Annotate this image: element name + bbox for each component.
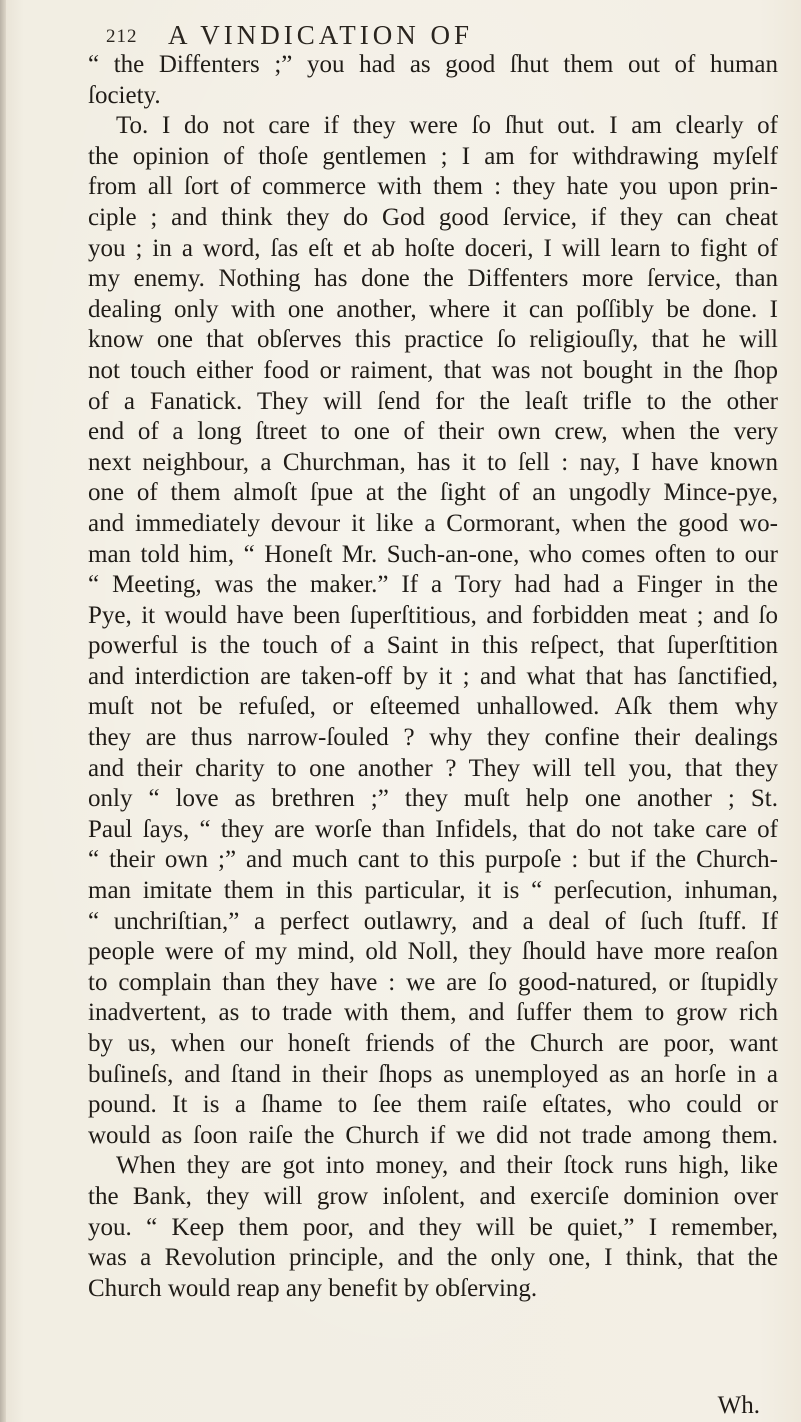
text-line: by us, when our honeſt friends of the Church are poor, want	[88, 1030, 778, 1057]
text-line: and interdiction are taken-off by it ; and what that has ſanctified,	[88, 662, 778, 690]
text-line: they are thus narrow-ſouled ? why they confine their dealings	[88, 724, 778, 752]
text-line: Paul ſays, “ they are worſe than Infidels, that do not take care of	[88, 815, 778, 843]
text-line: of a Fanatick. They will ſend for the leaſt trifle to the other	[88, 387, 778, 415]
text-line: and immediately devour it like a Cormorant, when the good wo-	[88, 509, 778, 537]
text-line: ſociety.	[88, 81, 161, 109]
text-line: you. “ Keep them poor, and they will be quiet,” I remember,	[88, 1213, 778, 1241]
text-line: buſineſs, and ſtand in their ſhops as unemployed as an horſe in a	[88, 1060, 778, 1088]
text-line: my enemy. Nothing has done the Diffenters more ſervice, than	[88, 265, 778, 293]
text-line: end of a long ſtreet to one of their own crew, when the very	[88, 418, 778, 446]
text-line: was a Revolution principle, and the only one, I think, that the	[88, 1244, 778, 1272]
text-line: the Bank, they will grow inſolent, and exerciſe dominion over	[88, 1182, 778, 1210]
text-line: next neighbour, a Churchman, has it to ſell : nay, I have known	[88, 448, 778, 476]
catchword: Wh.	[717, 1392, 760, 1419]
text-line: “ unchriſtian,” a perfect outlawry, and a deal of ſuch ſtuff. If	[88, 907, 778, 935]
text-line: powerful is the touch of a Saint in this reſpect, that ſuperſtition	[88, 632, 778, 660]
text-line: and their charity to one another ? They will tell you, that they	[88, 754, 778, 782]
text-line: man imitate them in this particular, it is “ perſecution, inhuman,	[88, 877, 778, 905]
running-title: A VINDICATION OF	[168, 20, 474, 50]
text-line: muſt not be refuſed, or eſteemed unhallowed. Aſk them why	[88, 693, 778, 721]
text-line: “ their own ;” and much cant to this purpoſe : but if the Church-	[88, 846, 778, 874]
text-line: inadvertent, as to trade with them, and ſuffer them to grow rich	[88, 999, 778, 1027]
text-line: to complain than they have : we are ſo good-natured, or ſtupidly	[88, 968, 778, 996]
page-number: 212	[106, 26, 138, 47]
page-header	[106, 18, 706, 52]
text-line: man told him, “ Honeſt Mr. Such-an-one, who comes often to our	[88, 540, 778, 568]
text-line: the opinion of thoſe gentlemen ; I am for withdrawing myſelf	[88, 142, 778, 170]
text-line: from all ſort of commerce with them : they hate you upon prin-	[88, 173, 778, 201]
text-line: know one that obſerves this practice ſo religiouſly, that he will	[88, 326, 778, 354]
body-text	[88, 50, 778, 1420]
text-line: one of them almoſt ſpue at the ſight of an ungodly Mince-pye,	[88, 479, 778, 507]
text-line: pound. It is a ſhame to ſee them raiſe eſtates, who could or	[88, 1091, 778, 1119]
text-line: not touch either food or raiment, that was not bought in the ſhop	[88, 356, 778, 384]
text-line: you ; in a word, ſas eſt et ab hoſte doceri, I will learn to fight of	[88, 234, 778, 262]
text-line: Pye, it would have been ſuperſtitious, and forbidden meat ; and ſo	[88, 601, 778, 629]
text-line: “ the Diffenters ;” you had as good ſhut them out of human	[88, 51, 778, 78]
page-edge-shadow	[0, 0, 6, 1422]
text-line: To. I do not care if they were ſo ſhut out. I am clearly of	[116, 112, 778, 140]
text-line: When they are got into money, and their ſtock runs high, like	[116, 1152, 778, 1180]
text-line: ciple ; and think they do God good ſervice, if they can cheat	[88, 203, 778, 231]
text-line: people were of my mind, old Noll, they ſhould have more reaſon	[88, 938, 778, 966]
text-line: only “ love as brethren ;” they muſt help one another ; St.	[88, 785, 778, 813]
text-line: “ Meeting, was the maker.” If a Tory had had a Finger in the	[88, 571, 778, 599]
text-line: would as ſoon raiſe the Church if we did not trade among them.	[88, 1121, 778, 1149]
text-line: dealing only with one another, where it can poſſibly be done. I	[88, 295, 778, 323]
text-line: Church would reap any benefit by obſerving.	[88, 1274, 538, 1302]
